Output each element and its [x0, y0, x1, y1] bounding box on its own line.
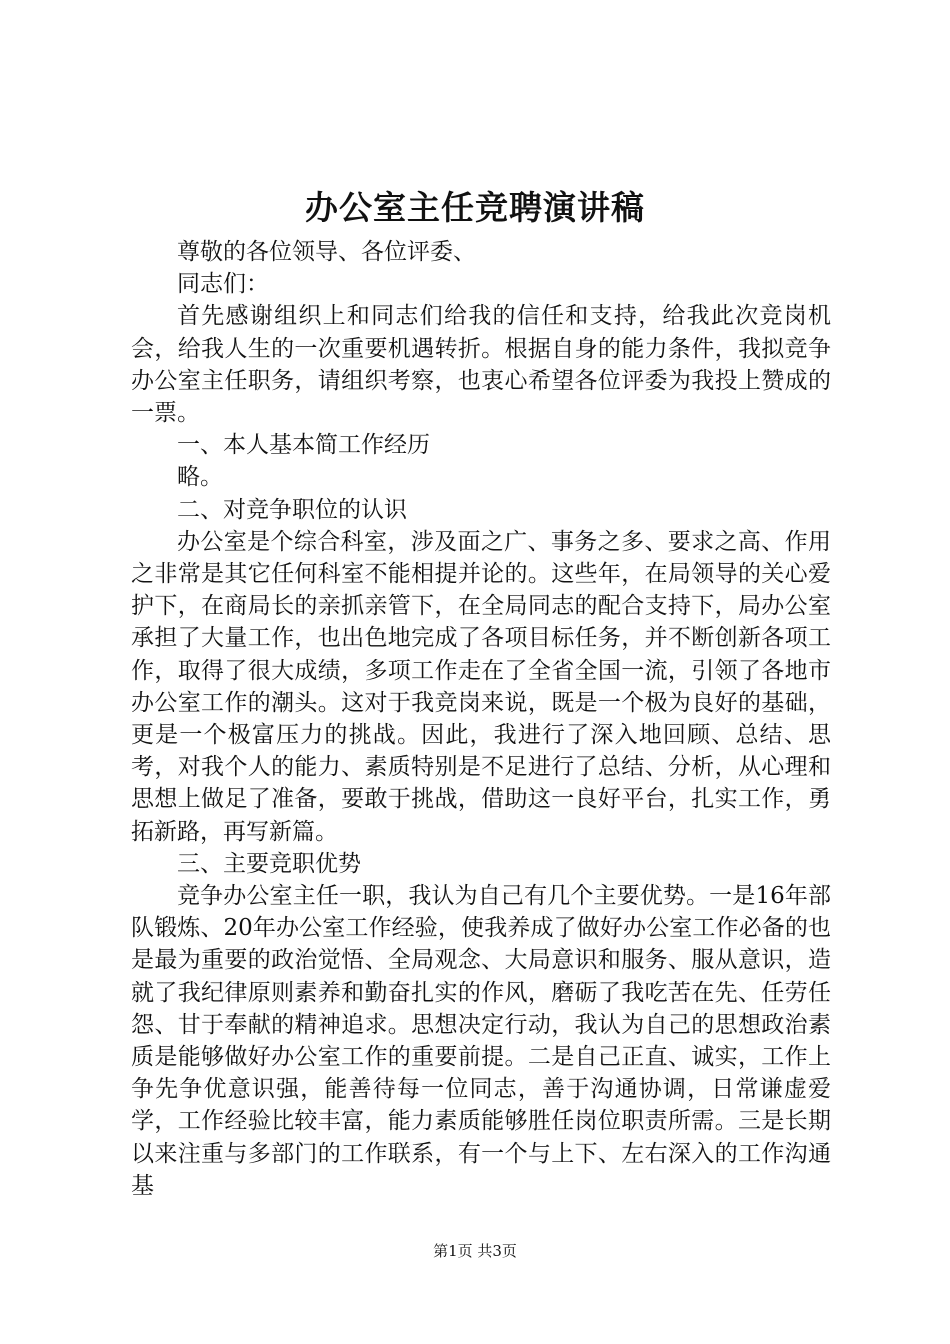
salutation-line-2: 同志们：: [177, 271, 269, 298]
page-footer: 第1页 共3页: [433, 1242, 517, 1260]
section-heading-3: 三、主要竞职优势: [177, 850, 361, 877]
document-title: 办公室主任竞聘演讲稿: [305, 188, 645, 227]
intro-paragraph: 首先感谢组织上和同志们给我的信任和支持，给我此次竞岗机会，给我人生的一次重要机遇转折。根据自身的能力条件，我拟竞争办公室主任职务，请组织考察，也衷心希望各位评委为我投上赞成的一票。: [131, 303, 831, 427]
section-2-paragraph: 办公室是个综合科室，涉及面之广、事务之多、要求之高、作用之非常是其它任何科室不能相提并论的。这些年，在局领导的关心爱护下，在商局长的亲抓亲管下，在全局同志的配合支持下，局办公室承担了大量工作，也出色地完成了各项目标任务，并不断创新各项工作，取得了很大成绩，多项工作走在了全省全国一流，引领了各地市办公室工作的潮头。这对于我竞岗来说，既是一个极为良好的基础，更是一个极富压力的挑战。因此，我进行了深入地回顾、总结、思考，对我个人的能力、素质特别是不足进行了总结、分析，从心理和思想上做足了准备，要敢于挑战，借助这一良好平台，扎实工作，勇拓新路，再写新篇。: [131, 528, 831, 845]
document-body: [131, 236, 831, 1202]
section-heading-2: 二、对竞争职位的认识: [177, 496, 407, 523]
salutation-line-1: 尊敬的各位领导、各位评委、: [177, 239, 476, 265]
section-heading-1: 一、本人基本简工作经历: [177, 432, 430, 459]
section-3-paragraph: 竞争办公室主任一职，我认为自己有几个主要优势。一是16年部队锻炼、20年办公室工作经验，使我养成了做好办公室工作必备的也是最为重要的政治觉悟、全局观念、大局意识和服务、服从意识，造就了我纪律原则素养和勤奋扎实的作风，磨砺了我吃苦在先、任劳任怨、甘于奉献的精神追求。思想决定行动，我认为自己的思想政治素质是能够做好办公室工作的重要前提。二是自己正直、诚实，工作上争先争优意识强，能善待每一位同志，善于沟通协调，日常谦虚爱学，工作经验比较丰富，能力素质能够胜任岗位职责所需。三是长期以来注重与多部门的工作联系，有一个与上下、左右深入的工作沟通基: [131, 883, 831, 1199]
section-1-paragraph: 略。: [177, 464, 223, 491]
